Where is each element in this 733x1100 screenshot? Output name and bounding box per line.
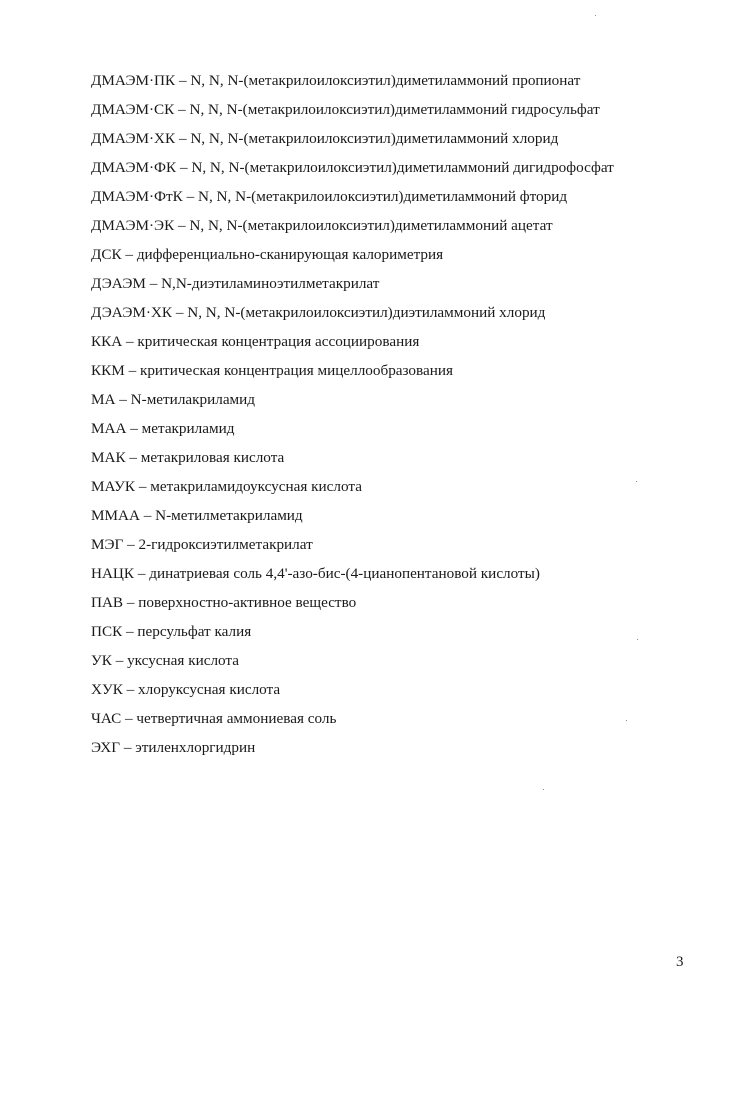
separator: – <box>124 362 140 379</box>
list-item <box>91 501 711 530</box>
separator: – <box>134 565 150 582</box>
definition: N, N, N-(метакрилоилоксиэтил)диметиламмоний гидросульфат <box>189 101 600 118</box>
scan-speck <box>543 789 544 790</box>
definition: 2-гидроксиэтилметакрилат <box>138 536 313 553</box>
separator: – <box>115 391 131 408</box>
list-item <box>91 559 711 588</box>
definition: дифференциально-сканирующая калориметрия <box>136 246 444 263</box>
definition: N,N-диэтиламиноэтилметакрилат <box>161 275 380 292</box>
separator: – <box>123 594 139 611</box>
list-item <box>91 269 711 298</box>
separator: – <box>175 130 191 147</box>
abbreviation: ДМАЭМ·СК <box>91 101 175 118</box>
list-item <box>91 675 711 704</box>
abbreviation: МАК <box>91 449 126 466</box>
list-item <box>91 530 711 559</box>
separator: – <box>122 333 138 350</box>
definition: метакриламидоуксусная кислота <box>150 478 362 495</box>
separator: – <box>122 681 139 698</box>
separator: – <box>122 623 138 640</box>
list-item <box>91 733 711 762</box>
definition: N, N, N-(метакрилоилоксиэтил)диметиламмоний хлорид <box>190 130 559 147</box>
scan-speck <box>626 720 627 721</box>
separator: – <box>123 536 139 553</box>
scan-speck <box>636 481 637 482</box>
abbreviation: ДМАЭМ·ЭК <box>91 217 175 234</box>
separator: – <box>126 420 142 437</box>
separator: – <box>174 217 190 234</box>
separator: – <box>139 507 156 524</box>
abbreviation: ХУК <box>91 681 123 698</box>
abbreviation: МА <box>91 391 116 408</box>
separator: – <box>176 159 192 176</box>
definition: N, N, N-(метакрилоилоксиэтил)диметиламмоний фторид <box>198 188 568 205</box>
definition: персульфат калия <box>137 623 252 640</box>
separator: – <box>125 449 141 466</box>
page-number: 3 <box>676 954 684 970</box>
list-item <box>91 704 711 733</box>
list-item <box>91 240 711 269</box>
abbreviation: МАА <box>91 420 127 437</box>
definition: четвертичная аммониевая соль <box>136 710 337 727</box>
abbreviation-list <box>91 66 711 762</box>
definition: хлоруксусная кислота <box>138 681 281 698</box>
separator: – <box>182 188 198 205</box>
abbreviation: ММАА <box>91 507 140 524</box>
list-item <box>91 646 711 675</box>
definition: N-метилметакриламид <box>155 507 303 524</box>
abbreviation: ЧАС <box>91 710 122 727</box>
list-item <box>91 66 711 95</box>
list-item <box>91 472 711 501</box>
scan-speck <box>637 639 638 640</box>
list-item <box>91 327 711 356</box>
separator: – <box>120 739 136 756</box>
definition: метакриламид <box>141 420 235 437</box>
definition: N, N, N-(метакрилоилоксиэтил)диметиламмоний дигидрофосфат <box>191 159 614 176</box>
list-item <box>91 95 711 124</box>
list-item <box>91 414 711 443</box>
separator: – <box>121 246 137 263</box>
definition: N, N, N-(метакрилоилоксиэтил)диметиламмоний пропионат <box>190 72 581 89</box>
separator: – <box>145 275 162 292</box>
list-item <box>91 298 711 327</box>
definition: динатриевая соль 4,4'-азо-бис-(4-цианопентановой кислоты) <box>149 565 540 582</box>
abbreviation: ДЭАЭМ·ХК <box>91 304 173 321</box>
separator: – <box>111 652 128 669</box>
definition: N, N, N-(метакрилоилоксиэтил)диэтиламмоний хлорид <box>187 304 546 321</box>
list-item <box>91 443 711 472</box>
abbreviation: ДМАЭМ·ФК <box>91 159 177 176</box>
abbreviation: ДСК <box>91 246 122 263</box>
list-item <box>91 153 711 182</box>
separator: – <box>175 72 191 89</box>
abbreviation: ДМАЭМ·ФтК <box>91 188 183 205</box>
abbreviation: ДМАЭМ·ХК <box>91 130 176 147</box>
abbreviation: МЭГ <box>91 536 124 553</box>
definition: поверхностно-активное вещество <box>138 594 357 611</box>
list-item <box>91 588 711 617</box>
definition: критическая концентрация мицеллообразования <box>139 362 453 379</box>
abbreviation: ПСК <box>91 623 123 640</box>
list-item <box>91 356 711 385</box>
list-item <box>91 617 711 646</box>
definition: уксусная кислота <box>127 652 239 669</box>
definition: этиленхлоргидрин <box>135 739 256 756</box>
definition: критическая концентрация ассоциирования <box>137 333 420 350</box>
abbreviation: ДМАЭМ·ПК <box>91 72 176 89</box>
separator: – <box>121 710 137 727</box>
definition: метакриловая кислота <box>140 449 285 466</box>
list-item <box>91 182 711 211</box>
separator: – <box>135 478 151 495</box>
abbreviation: НАЦК <box>91 565 135 582</box>
abbreviation: УК <box>91 652 112 669</box>
list-item <box>91 124 711 153</box>
definition: N, N, N-(метакрилоилоксиэтил)диметиламмоний ацетат <box>189 217 553 234</box>
separator: – <box>174 101 190 118</box>
abbreviation: ККМ <box>91 362 125 379</box>
definition: N-метилакриламид <box>130 391 256 408</box>
abbreviation: МАУК <box>91 478 136 495</box>
abbreviation: ЭХГ <box>91 739 121 756</box>
list-item <box>91 211 711 240</box>
abbreviation: ККА <box>91 333 123 350</box>
abbreviation: ПАВ <box>91 594 124 611</box>
abbreviation: ДЭАЭМ <box>91 275 146 292</box>
list-item <box>91 385 711 414</box>
scan-speck <box>595 15 596 16</box>
separator: – <box>172 304 188 321</box>
